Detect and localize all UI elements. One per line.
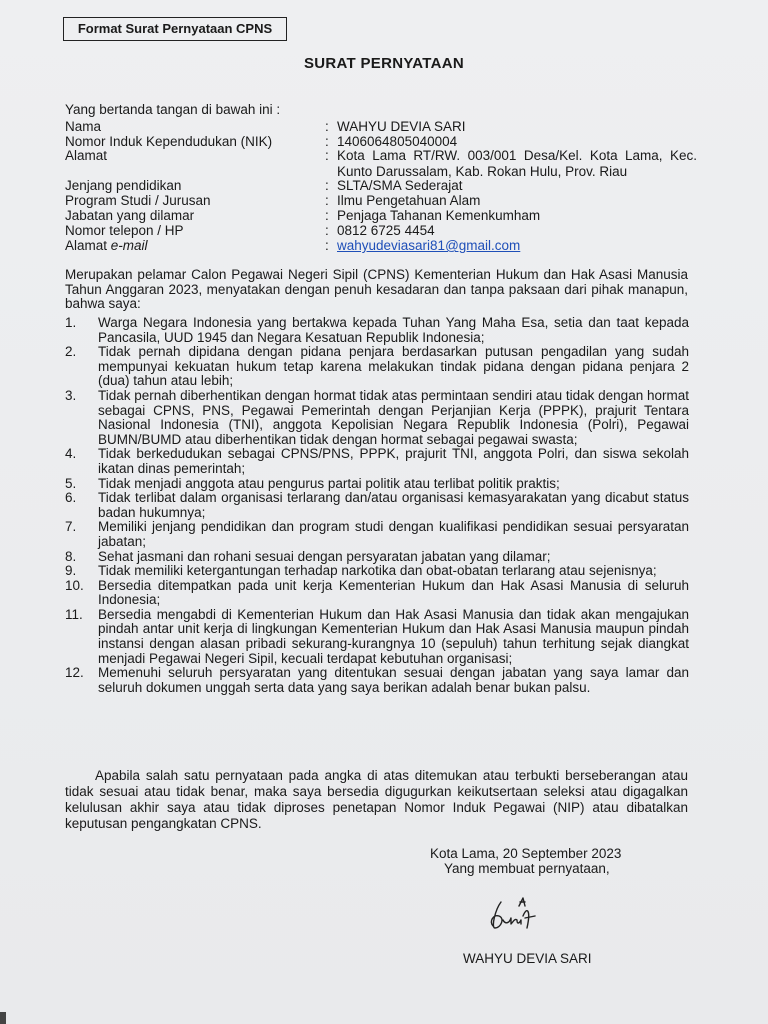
list-item: 7. Memiliki jenjang pendidikan dan program studi dengan kualifikasi pendidikan sesuai persyaratan jabatan; bbox=[65, 519, 689, 549]
field-colon: : bbox=[325, 119, 329, 134]
document-title: SURAT PERNYATAAN bbox=[303, 55, 465, 72]
email-link[interactable]: wahyudeviasari81@gmail.com bbox=[337, 238, 521, 253]
field-value: Kota Lama RT/RW. 003/001 Desa/Kel. Kota Lama, Kec. Kunto Darussalam, Kab. Rokan Hulu, Prov. Riau bbox=[337, 148, 697, 179]
signer-name: WAHYU DEVIA SARI bbox=[463, 951, 592, 966]
list-item: 9. Tidak memiliki ketergantungan terhadap narkotika dan obat-obatan terlarang atau sejenisnya; bbox=[65, 563, 657, 579]
field-value: WAHYU DEVIA SARI bbox=[337, 119, 466, 134]
list-item: 2. Tidak pernah dipidana dengan pidana penjara berdasarkan putusan pengadilan yang sudah mempunyai kekuatan hukum tetap karena melakukan tindak pidana dengan pidana penjara 2 (dua) tahun atau lebih; bbox=[65, 344, 689, 389]
format-label-box: Format Surat Pernyataan CPNS bbox=[63, 17, 287, 41]
field-value: 1406064805040004 bbox=[337, 134, 458, 149]
list-item: 1. Warga Negara Indonesia yang bertakwa kepada Tuhan Yang Maha Esa, setia dan taat kepada Pancasila, UUD 1945 dan Negara Kesatuan Republik Indonesia; bbox=[65, 315, 689, 345]
field-label: Jenjang pendidikan bbox=[65, 178, 182, 193]
field-colon: : bbox=[325, 178, 329, 193]
list-item: 10. Bersedia ditempatkan pada unit kerja Kementerian Hukum dan Hak Asasi Manusia di seluruh Indonesia; bbox=[65, 577, 689, 608]
maker-label: Yang membuat pernyataan, bbox=[444, 861, 610, 876]
place-date: Kota Lama, 20 September 2023 bbox=[430, 846, 622, 861]
list-item: 6. Tidak terlibat dalam organisasi terlarang dan/atau organisasi kemasyarakatan yang dicabut status badan hukumnya; bbox=[65, 490, 689, 520]
list-item: 4. Tidak berkedudukan sebagai CPNS/PNS, PPPK, prajurit TNI, anggota Polri, dan siswa sekolah ikatan dinas pemerintah; bbox=[65, 446, 689, 476]
list-item: 5. Tidak menjadi anggota atau pengurus partai politik atau terlibat politik praktis; bbox=[65, 475, 560, 491]
field-colon: : bbox=[325, 193, 329, 208]
field-value: Ilmu Pengetahuan Alam bbox=[337, 193, 481, 208]
field-label: Jabatan yang dilamar bbox=[65, 208, 195, 223]
field-label: Nomor telepon / HP bbox=[65, 223, 184, 238]
field-label: Nomor Induk Kependudukan (NIK) bbox=[65, 134, 273, 149]
field-label: Nama bbox=[65, 119, 102, 134]
field-value: Penjaga Tahanan Kemenkumham bbox=[337, 208, 541, 223]
field-label: Program Studi / Jurusan bbox=[65, 193, 211, 208]
scan-edge-mark bbox=[0, 1012, 6, 1024]
field-colon: : bbox=[325, 208, 329, 223]
field-value: 0812 6725 4454 bbox=[337, 223, 435, 238]
intro-text: Yang bertanda tangan di bawah ini : bbox=[65, 102, 281, 117]
list-item: 3. Tidak pernah diberhentikan dengan hormat tidak atas permintaan sendiri atau tidak dengan hormat sebagai CPNS, PNS, Pegawai Pemerintah dengan Perjanjian Kerja (PPPK), prajurit Tentara Nasional Indonesia (TNI), anggota Kepolisian Negara Republik Indonesia (Polri), Pegawai BUMN/BUMD atau diberhentikan tidak dengan hormat sebagai pegawai swasta; bbox=[65, 387, 689, 447]
field-label: Alamat e-mail bbox=[65, 238, 148, 253]
field-colon: : bbox=[325, 223, 329, 238]
statement-list bbox=[65, 316, 689, 695]
field-colon: : bbox=[325, 148, 329, 163]
closing-paragraph: Apabila salah satu pernyataan pada angka di atas ditemukan atau terbukti berseberangan atau tidak sesuai atau tidak benar, maka saya bersedia digugurkan keikutsertaan seleksi atau digagalkan kelulusan akhir saya atau tidak diproses penetapan Nomor Induk Pegawai (NIP) atau dibatalkan keputusan pengangkatan CPNS. bbox=[65, 768, 688, 831]
list-item: 12. Memenuhi seluruh persyaratan yang ditentukan sesuai dengan jabatan yang saya lamar dan seluruh dokumen unggah serta data yang saya berikan adalah benar bukan palsu. bbox=[65, 665, 689, 695]
list-item: 8. Sehat jasmani dan rohani sesuai dengan persyaratan jabatan yang dilamar; bbox=[65, 548, 551, 564]
list-item: 11. Bersedia mengabdi di Kementerian Hukum dan Hak Asasi Manusia dan tidak akan mengajukan pindah antar unit kerja di lingkungan Kementerian Hukum dan Hak Asasi Manusia maupun pindah instansi dengan alasan pribadi sekurang-kurangnya 10 (sepuluh) tahun terhitung sejak diangkat menjadi Pegawai Negeri Sipil, kecuali terdapat kebutuhan organisasi; bbox=[65, 606, 689, 666]
field-label: Alamat bbox=[65, 148, 108, 163]
handwritten-signature-icon bbox=[485, 892, 545, 936]
field-value: SLTA/SMA Sederajat bbox=[337, 178, 463, 193]
field-colon: : bbox=[325, 134, 329, 149]
field-colon: : bbox=[325, 238, 329, 253]
statement-intro: Merupakan pelamar Calon Pegawai Negeri Sipil (CPNS) Kementerian Hukum dan Hak Asasi Manusia Tahun Anggaran 2023, menyatakan dengan penuh kesadaran dan tanpa paksaan dari pihak manapun, bahwa saya: bbox=[65, 267, 688, 312]
